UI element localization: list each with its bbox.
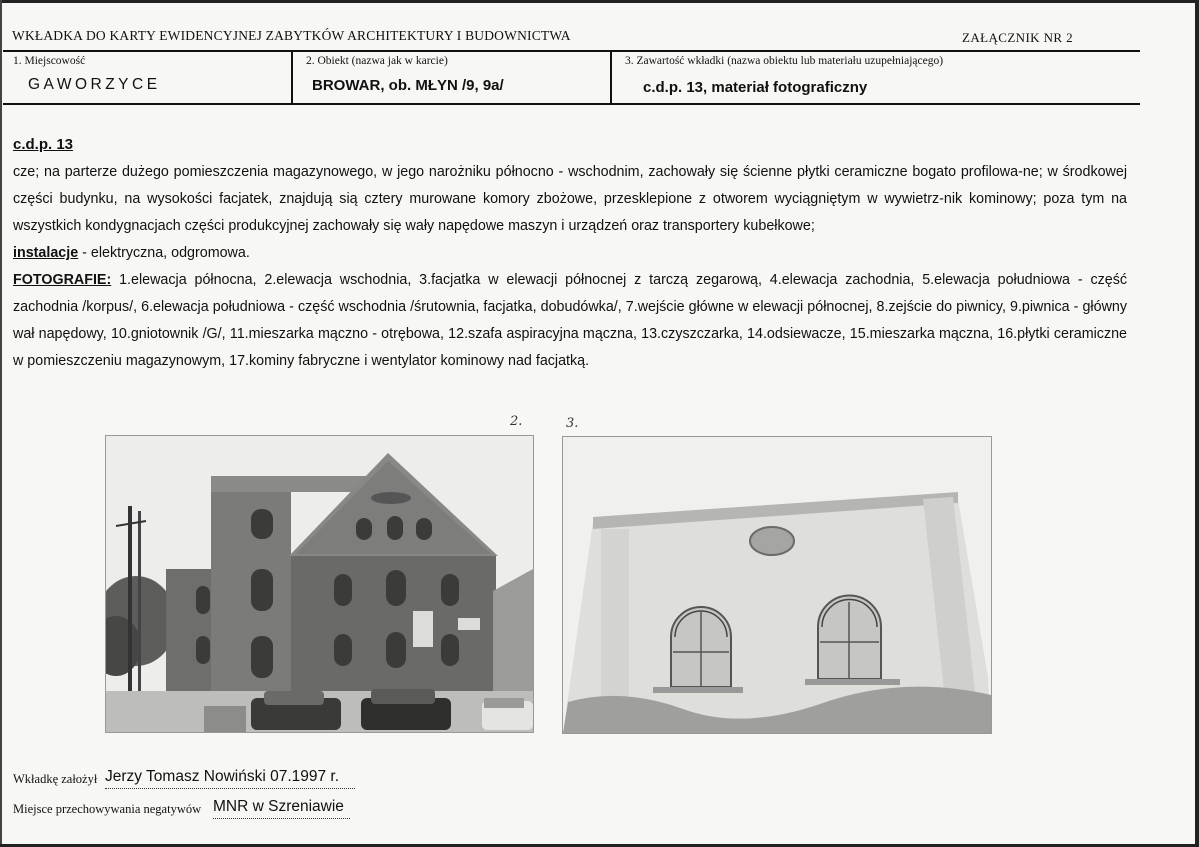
field-divider-2	[610, 51, 612, 104]
description-paragraph: cze; na parterze dużego pomieszczenia magazynowego, w jego narożniku północno - wschodnim, zachowały się ścienne płytki ceramiczne bogato profilowa-ne; w środkowej części budynku, na wysokości facjatek, znajdują sią cztery murowane komory zbożowe, przesklepione z otworem wyciągniętym w wywietrz-nik kominowy; poza tym na wszystkich kondygnacjach części produkcyjnej zachowały się wały napędowe maszyn i urządzeń oraz transportery kubełkowe;	[13, 164, 1127, 234]
photos-label: FOTOGRAFIE:	[13, 272, 112, 288]
photos-list	[13, 267, 1127, 375]
installations-label: instalacje	[13, 245, 79, 261]
photo-3-number: 3.	[566, 416, 579, 431]
description-body	[13, 131, 1127, 375]
author-label: Wkładkę założył	[13, 772, 98, 786]
field-value-contents: c.d.p. 13, materiał fotograficzny	[643, 79, 868, 96]
negatives-storage-value: MNR w Szreniawie	[213, 798, 350, 819]
negatives-storage-label: Miejsce przechowywania negatywów	[13, 802, 202, 816]
field-value-object: BROWAR, ob. MŁYN /9, 9a/	[312, 77, 504, 94]
header-rule-top	[3, 50, 1140, 52]
page-border-left	[0, 0, 2, 847]
field-label-locality: 1. Miejscowość	[13, 55, 86, 67]
photos-list-text: 1.elewacja północna, 2.elewacja wschodnia, 3.facjatka w elewacji północnej z tarczą zegarową, 4.elewacja zachodnia, 5.elewacja południowa - część zachodnia /korpus/, 6.elewacja południowa - część wschodnia /śrutownia, facjatka, dobudówka/, 7.wejście główne w elewacji północnej, 8.zejście do piwnicy, 9.piwnica - główny wał napędowy, 10.gniotownik /G/, 11.mieszarka mączno - otrębowa, 12.szafa aspiracyjna mączna, 13.czyszczarka, 14.odsiewacze, 15.mieszarka mączna, 16.płytki ceramiczne w pomieszczeniu magazynowym, 17.kominy fabryczne i wentylator kominowy nad facjatką.	[13, 272, 1127, 369]
photo-3-image	[563, 437, 991, 733]
photo-2-building-elevation	[105, 435, 534, 733]
photo-2-image	[106, 436, 533, 732]
page-border-right	[1195, 0, 1199, 847]
header-rule-bottom	[3, 103, 1140, 105]
field-divider-1	[291, 51, 293, 104]
field-value-locality: GAWORZYCE	[28, 76, 161, 93]
page-border-top	[0, 0, 1199, 3]
photo-3-dormer-with-clock	[562, 436, 992, 734]
author-value: Jerzy Tomasz Nowiński 07.1997 r.	[105, 768, 355, 789]
field-label-object: 2. Obiekt (nazwa jak w karcie)	[306, 55, 448, 67]
installations-line	[13, 240, 1127, 267]
installations-text: - elektryczna, odgromowa.	[78, 245, 250, 261]
field-label-contents: 3. Zawartość wkładki (nazwa obiektu lub materiału uzupełniającego)	[625, 55, 944, 67]
annex-number: ZAŁĄCZNIK NR 2	[962, 30, 1074, 45]
document-title: WKŁADKA DO KARTY EWIDENCYJNEJ ZABYTKÓW ARCHITEKTURY I BUDOWNICTWA	[12, 28, 571, 43]
photo-2-number: 2.	[510, 414, 523, 429]
section-heading: c.d.p. 13	[13, 136, 74, 153]
